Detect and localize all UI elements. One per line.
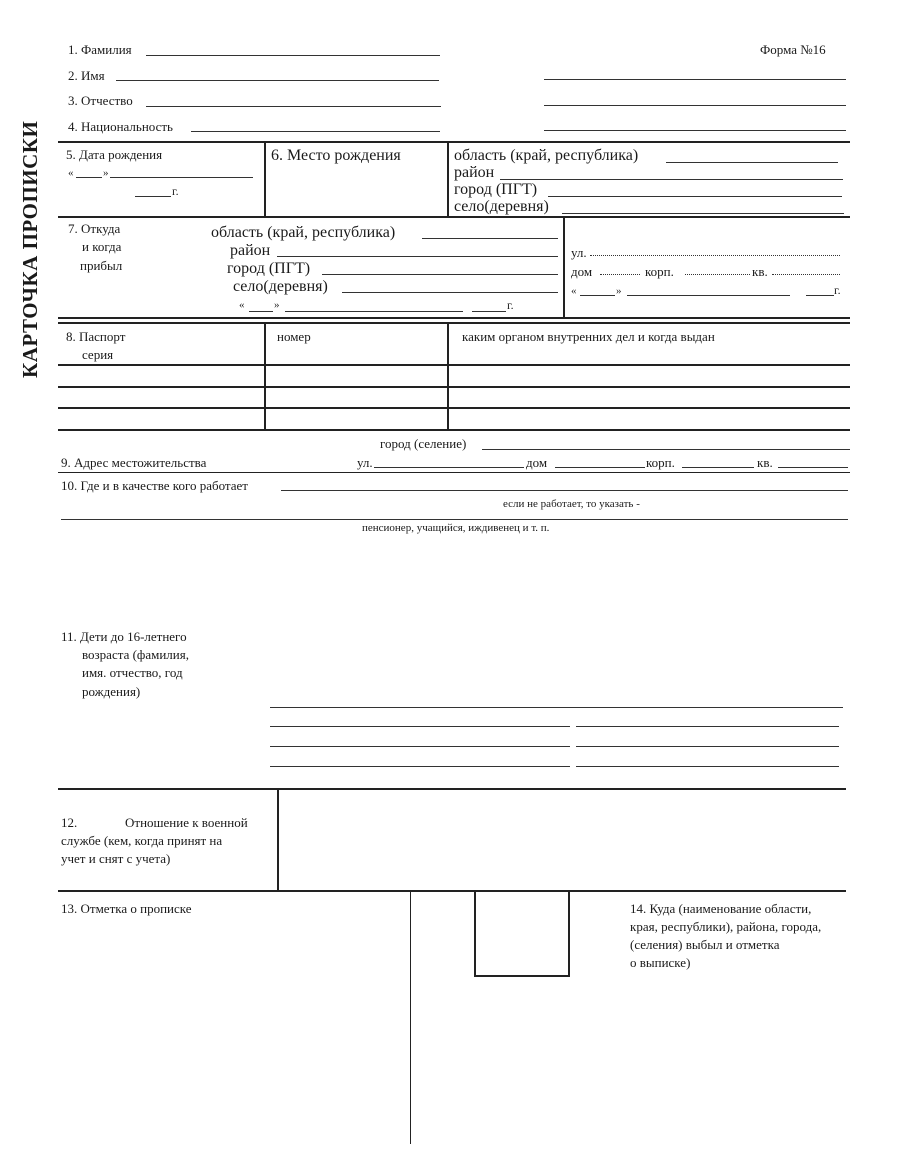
arrival-apartment-label: кв.	[752, 264, 768, 279]
work-hint-top: если не работает, то указать -	[503, 498, 640, 510]
divider	[264, 322, 266, 430]
residence-street-label: ул.	[357, 455, 373, 470]
residence-building-field[interactable]	[682, 467, 754, 468]
birth-place-label: 6. Место рождения	[271, 147, 401, 164]
children-field-4b[interactable]	[576, 766, 839, 767]
divider	[58, 322, 850, 324]
residence-city-field[interactable]	[482, 449, 850, 450]
military-label-2: службе (кем, когда принят на	[61, 833, 223, 848]
registration-label: 13. Отметка о прописке	[61, 901, 192, 916]
arrival-street-label: ул.	[571, 245, 587, 260]
extra-field-2[interactable]	[544, 105, 846, 106]
arrival-right-year-suffix: г.	[834, 283, 841, 297]
passport-label-1: 8. Паспорт	[66, 329, 126, 344]
arrival-right-day-field[interactable]	[580, 295, 615, 296]
children-field-4a[interactable]	[270, 766, 570, 767]
residence-city-label: город (селение)	[380, 436, 467, 451]
departure-label-2: края, республики), района, города,	[630, 919, 822, 934]
arrival-label-1: 7. Откуда	[68, 221, 121, 236]
patronymic-label: 3. Отчество	[68, 93, 133, 108]
arrival-village-field[interactable]	[342, 292, 558, 293]
arrival-right-year-field[interactable]	[806, 295, 834, 296]
birth-region-label: область (край, республика)	[454, 147, 639, 164]
birth-district-field[interactable]	[500, 179, 843, 180]
arrival-label-2: и когда	[82, 239, 122, 254]
military-label-3: учет и снят с учета)	[61, 851, 171, 866]
divider	[264, 141, 266, 217]
passport-number-cell-2[interactable]	[267, 388, 446, 406]
arrival-house-field[interactable]	[600, 274, 640, 275]
birth-district-label: район	[454, 164, 495, 181]
divider	[410, 891, 411, 1144]
passport-issued-cell-1[interactable]	[450, 366, 848, 385]
residence-apartment-field[interactable]	[778, 467, 848, 468]
arrival-date-open: «	[239, 299, 245, 311]
residence-apartment-label: кв.	[757, 455, 773, 470]
work-label: 10. Где и в качестве кого работает	[61, 478, 248, 493]
work-hint-bottom: пенсионер, учащийся, иждивенец и т. п.	[362, 522, 550, 534]
birth-year-field[interactable]	[135, 196, 171, 197]
departure-label-1: 14. Куда (наименование области,	[630, 901, 812, 916]
departure-label-4: о выписке)	[630, 955, 691, 970]
arrival-district-field[interactable]	[277, 256, 558, 257]
extra-field-3[interactable]	[544, 130, 846, 131]
divider	[58, 317, 850, 319]
surname-field[interactable]	[146, 55, 440, 56]
arrival-region-field[interactable]	[422, 238, 558, 239]
form-title: КАРТОЧКА ПРОПИСКИ	[18, 120, 42, 378]
divider	[58, 890, 846, 892]
arrival-right-date-close: »	[616, 285, 622, 297]
children-field-3a[interactable]	[270, 746, 570, 747]
name-field[interactable]	[116, 80, 439, 81]
residence-street-field[interactable]	[374, 467, 524, 468]
arrival-street-field[interactable]	[590, 255, 840, 256]
stamp-box	[474, 891, 570, 977]
arrival-year-field[interactable]	[472, 311, 506, 312]
work-field-2[interactable]	[61, 519, 848, 520]
arrival-right-date-open: «	[571, 285, 577, 297]
birth-date-label: 5. Дата рождения	[66, 147, 163, 162]
name-label: 2. Имя	[68, 68, 105, 83]
arrival-district-label: район	[230, 242, 271, 259]
birth-month-field[interactable]	[110, 177, 253, 178]
registration-field[interactable]	[60, 920, 405, 1140]
nationality-field[interactable]	[191, 131, 440, 132]
passport-series-cell-3[interactable]	[60, 409, 263, 428]
birth-village-field[interactable]	[562, 213, 844, 214]
children-field-2a[interactable]	[270, 726, 570, 727]
arrival-day-field[interactable]	[249, 311, 273, 312]
birth-year-suffix: г.	[172, 184, 179, 198]
children-field-1[interactable]	[270, 707, 843, 708]
passport-number-header: номер	[277, 329, 311, 344]
divider	[447, 141, 449, 217]
departure-field[interactable]	[420, 985, 850, 1145]
arrival-right-month-field[interactable]	[627, 295, 790, 296]
children-label-1: 11. Дети до 16-летнего	[61, 629, 187, 644]
birth-city-label: город (ПГТ)	[454, 181, 538, 198]
departure-label-3: (селения) выбыл и отметка	[630, 937, 780, 952]
arrival-building-label: корп.	[645, 264, 674, 279]
divider	[58, 141, 850, 143]
arrival-year-suffix: г.	[507, 298, 514, 312]
arrival-building-field[interactable]	[685, 274, 750, 275]
passport-series-cell-1[interactable]	[60, 366, 263, 385]
residence-building-label: корп.	[646, 455, 675, 470]
work-field[interactable]	[281, 490, 848, 491]
arrival-city-label: город (ПГТ)	[227, 260, 311, 277]
divider	[563, 216, 565, 318]
surname-label: 1. Фамилия	[68, 42, 132, 57]
military-label-1: 12.	[61, 815, 78, 830]
arrival-city-field[interactable]	[322, 274, 558, 275]
passport-number-cell-3[interactable]	[267, 409, 446, 428]
children-field-2b[interactable]	[576, 726, 839, 727]
divider	[58, 788, 846, 790]
children-label-4: рождения)	[82, 684, 141, 699]
passport-label-2: серия	[82, 347, 114, 362]
arrival-date-close: »	[274, 299, 280, 311]
arrival-label-3: прибыл	[80, 258, 123, 273]
passport-series-cell-2[interactable]	[60, 388, 263, 406]
passport-issued-header: каким органом внутренних дел и когда выдан	[462, 329, 715, 344]
divider	[277, 788, 279, 891]
birth-day-field[interactable]	[76, 177, 102, 178]
nationality-label: 4. Национальность	[68, 119, 173, 134]
extra-field-1[interactable]	[544, 79, 846, 80]
divider	[58, 472, 850, 473]
arrival-house-label: дом	[571, 264, 593, 279]
children-label-2: возраста (фамилия,	[82, 647, 189, 662]
patronymic-field[interactable]	[146, 106, 441, 107]
birth-region-field[interactable]	[666, 162, 838, 163]
birth-village-label: село(деревня)	[454, 198, 549, 215]
passport-issued-cell-3[interactable]	[450, 409, 848, 428]
birth-day-open: «	[68, 167, 74, 179]
residence-house-label: дом	[526, 455, 548, 470]
passport-number-cell-1[interactable]	[267, 366, 446, 385]
divider	[447, 322, 449, 430]
children-label-3: имя. отчество, год	[82, 665, 183, 680]
military-field[interactable]	[281, 792, 845, 889]
passport-issued-cell-2[interactable]	[450, 388, 848, 406]
arrival-village-label: село(деревня)	[233, 278, 328, 295]
arrival-apartment-field[interactable]	[772, 274, 840, 275]
form-number: Форма №16	[760, 42, 826, 57]
arrival-region-label: область (край, республика)	[211, 224, 396, 241]
children-field-3b[interactable]	[576, 746, 839, 747]
residence-house-field[interactable]	[555, 467, 645, 468]
divider	[58, 429, 850, 431]
arrival-month-field[interactable]	[285, 311, 463, 312]
divider	[58, 216, 850, 218]
military-label-1b: Отношение к военной	[125, 815, 248, 830]
birth-day-close: »	[103, 167, 109, 179]
residence-label: 9. Адрес местожительства	[61, 455, 207, 470]
birth-city-field[interactable]	[548, 196, 842, 197]
